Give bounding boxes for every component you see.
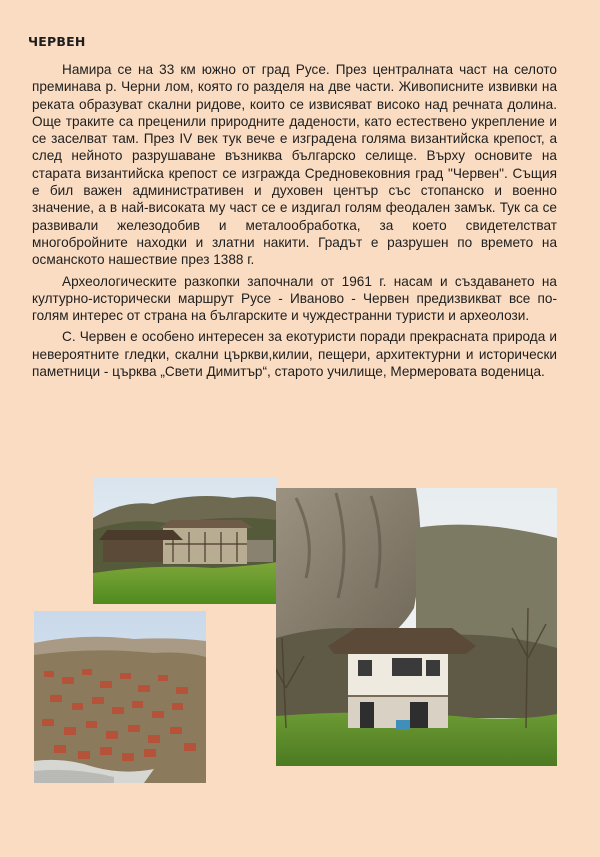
page-title: ЧЕРВЕН (28, 34, 86, 49)
paragraph-ecotourism: С. Червен е особено интересен за екотуристи поради прекрасната природа и невероятните гледки, скални църкви,килии, пещери, архитектурни и исторически паметници - църква „Свети Димитър“, старото училище, Мермеровата воденица. (32, 329, 557, 380)
article-body (32, 61, 557, 383)
photo-old-house-meadow (93, 478, 277, 604)
photo-house-under-cliffs (276, 488, 557, 766)
paragraph-archaeology: Археологическите разкопки започнали от 1961 г. насам и създаването на културно-исторически маршрут Русе - Иваново - Червен предизвикват все по-голям интерес от страна на българските и чуждестранни туристи и археолози. (32, 273, 557, 324)
photo-village-aerial (34, 611, 206, 783)
paragraph-history: Намира се на 33 км южно от град Русе. През централната част на селото преминава р. Черни лом, която го разделя на две части. Живописните извивки на реката образуват скални ридове, които се извисяват високо над речната долина. Още траките са преценили природните дадености, като естествено укрепление и се заселват там. През IV век тук вече е изградена голяма византийска крепост, а след нейното разрушаване възниква българско селище. Върху основите на старата византийска крепост се изгражда Средновековния град "Червен". Същия е бил важен административен и духовен център със стопанско и военно значение, а в най-високата му част се е издигал голям феодален замък. Тук са се развивали железодобив и металообработка, за което свидетелстват многобройните находки и златни накити. Градът е разрушен по времето на османското нашествие през 1388 г. (32, 62, 557, 268)
